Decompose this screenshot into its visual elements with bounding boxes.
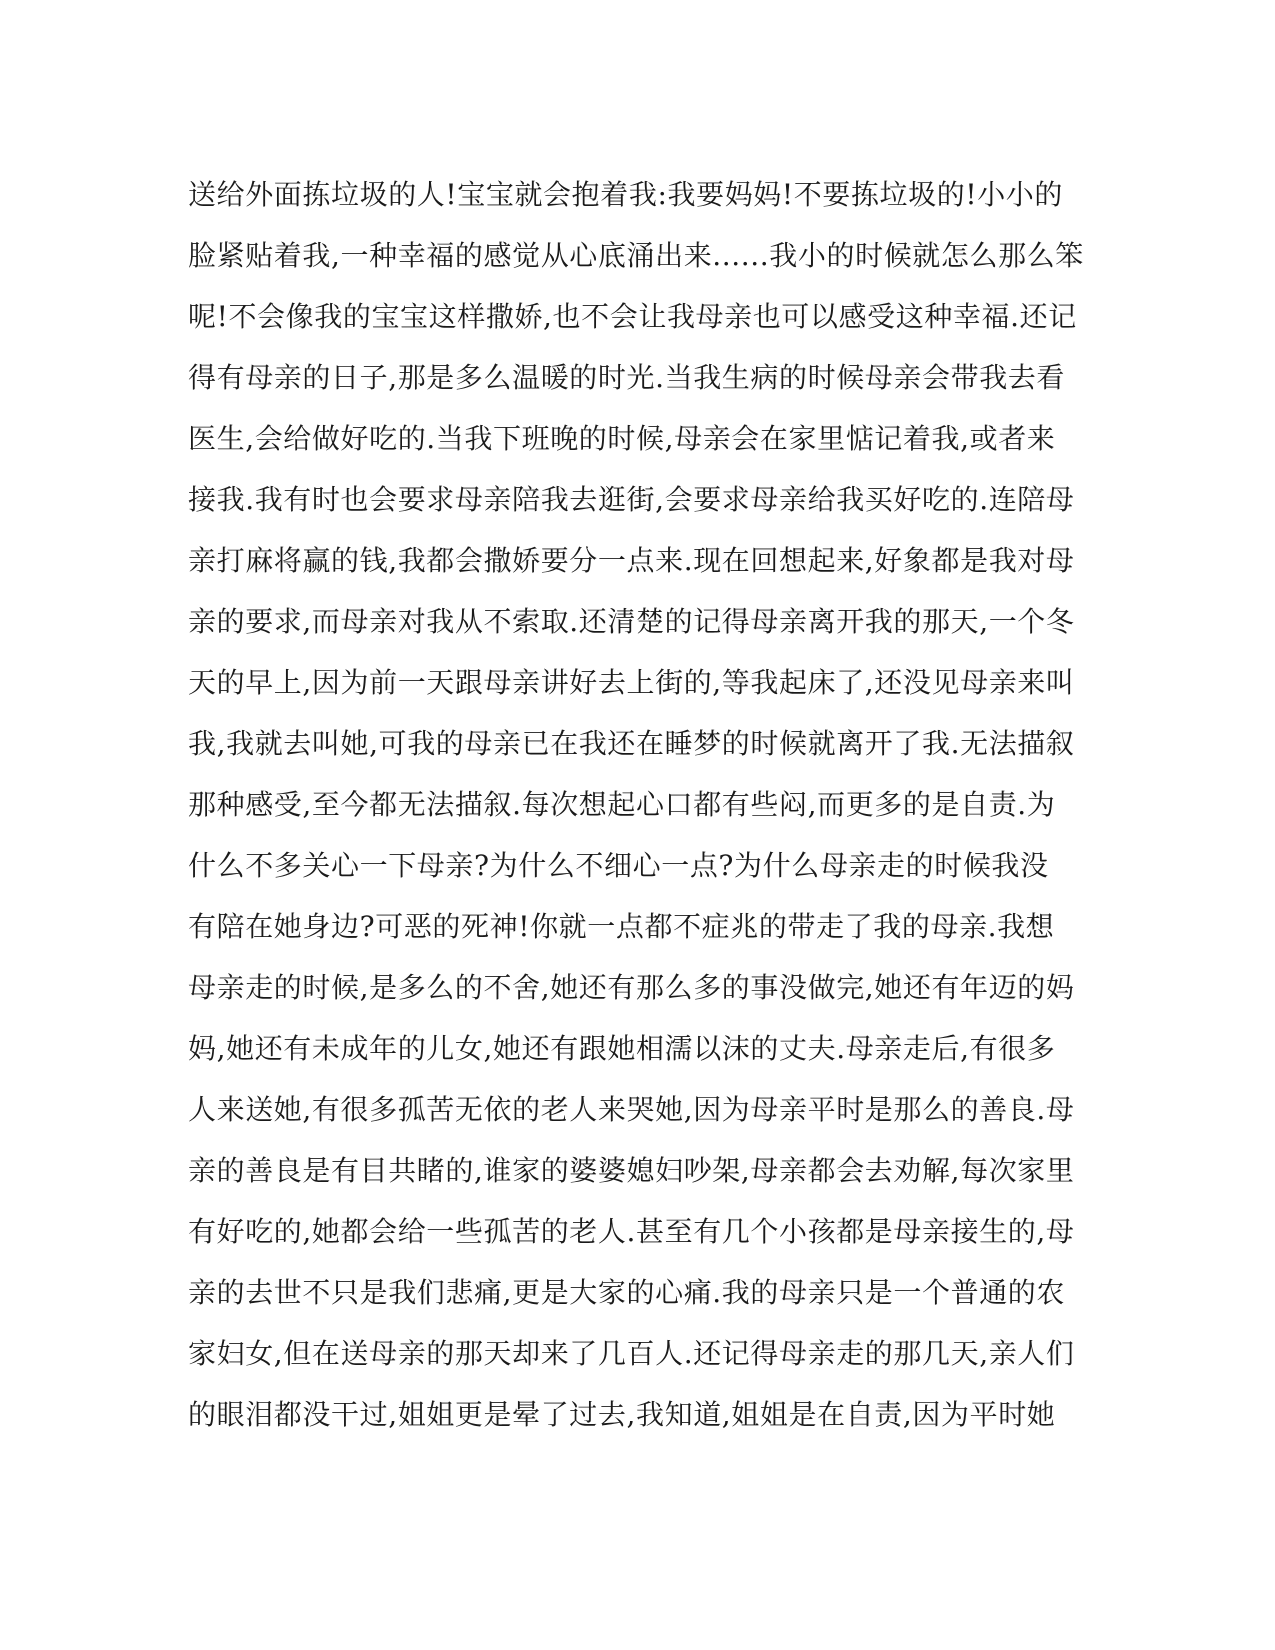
text-line: 我,我就去叫她,可我的母亲已在我还在睡梦的时候就离开了我.无法描叙 [188, 727, 1075, 760]
body-text [188, 164, 1088, 1445]
text-line: 亲的去世不只是我们悲痛,更是大家的心痛.我的母亲只是一个普通的农 [188, 1276, 1066, 1309]
text-line: 亲打麻将赢的钱,我都会撒娇要分一点来.现在回想起来,好象都是我对母 [188, 544, 1075, 577]
text-line: 天的早上,因为前一天跟母亲讲好去上街的,等我起床了,还没见母亲来叫 [188, 666, 1075, 699]
text-line: 接我.我有时也会要求母亲陪我去逛街,会要求母亲给我买好吃的.连陪母 [188, 483, 1075, 516]
text-line: 亲的善良是有目共睹的,谁家的婆婆媳妇吵架,母亲都会去劝解,每次家里 [188, 1154, 1075, 1187]
text-line: 得有母亲的日子,那是多么温暖的时光.当我生病的时候母亲会带我去看 [188, 361, 1066, 394]
text-line: 有好吃的,她都会给一些孤苦的老人.甚至有几个小孩都是母亲接生的,母 [188, 1215, 1075, 1248]
text-line: 母亲走的时候,是多么的不舍,她还有那么多的事没做完,她还有年迈的妈 [188, 971, 1075, 1004]
text-line: 有陪在她身边?可恶的死神!你就一点都不症兆的带走了我的母亲.我想 [188, 910, 1055, 943]
text-line: 医生,会给做好吃的.当我下班晚的时候,母亲会在家里惦记着我,或者来 [188, 422, 1056, 455]
text-line: 人来送她,有很多孤苦无依的老人来哭她,因为母亲平时是那么的善良.母 [188, 1093, 1075, 1126]
text-line: 送给外面拣垃圾的人!宝宝就会抱着我:我要妈妈!不要拣垃圾的!小小的 [188, 178, 1063, 211]
text-line: 妈,她还有未成年的儿女,她还有跟她相濡以沫的丈夫.母亲走后,有很多 [188, 1032, 1056, 1065]
text-line: 什么不多关心一下母亲?为什么不细心一点?为什么母亲走的时候我没 [188, 849, 1049, 882]
text-line: 脸紧贴着我,一种幸福的感觉从心底涌出来......我小的时候就怎么那么笨 [188, 239, 1084, 272]
text-line: 亲的要求,而母亲对我从不索取.还清楚的记得母亲离开我的那天,一个冬 [188, 605, 1075, 638]
text-line: 那种感受,至今都无法描叙.每次想起心口都有些闷,而更多的是自责.为 [188, 788, 1056, 821]
text-line: 呢!不会像我的宝宝这样撒娇,也不会让我母亲也可以感受这种幸福.还记 [188, 300, 1077, 333]
text-line: 家妇女,但在送母亲的那天却来了几百人.还记得母亲走的那几天,亲人们 [188, 1337, 1075, 1370]
text-line: 的眼泪都没干过,姐姐更是晕了过去,我知道,姐姐是在自责,因为平时她 [188, 1398, 1056, 1431]
